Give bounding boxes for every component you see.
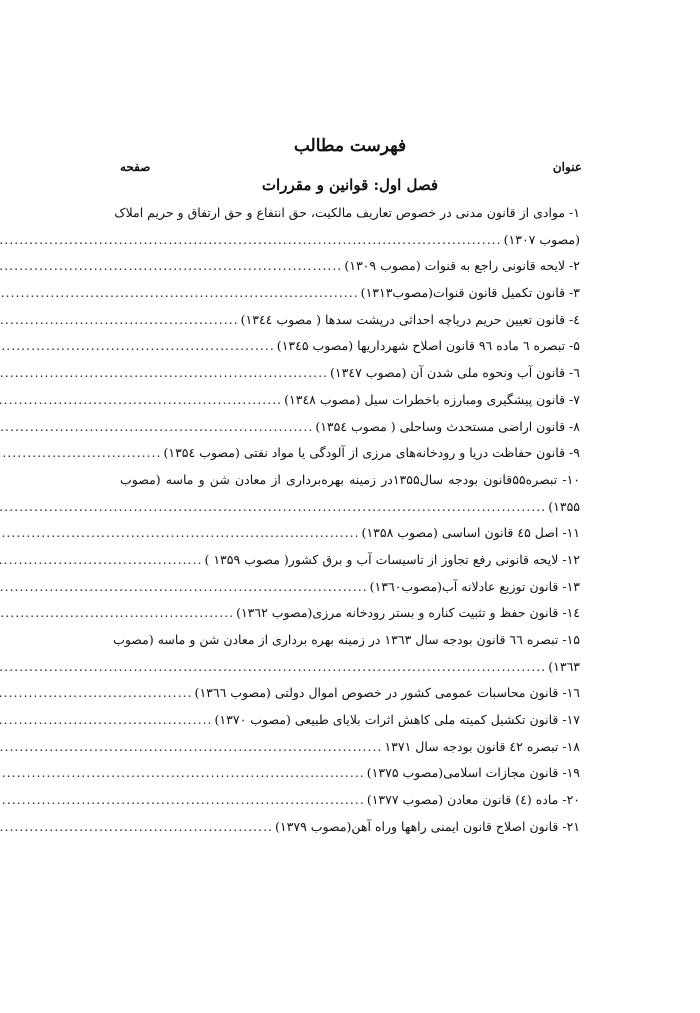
table-of-contents [113,200,580,841]
dot-leader [0,360,328,387]
dot-leader [0,707,213,734]
toc-entry-title: ۱۹- قانون مجازات اسلامی(مصوب ۱۳۷۵) [366,765,580,781]
dot-leader [0,600,234,627]
column-header-title: عنوان [552,160,582,174]
toc-entry [120,787,580,814]
toc-entry-title: ۷- قانون پیشگیری ومبارزه باخطرات سیل (مصوب ۱۳٤۸) [284,391,580,407]
toc-entry [114,200,580,227]
dot-leader [0,387,282,414]
toc-entry-title: ۲- لایحه قانونی راجع به قنوات (مصوب ۱۳۰۹) [344,258,580,274]
toc-entry [120,520,580,547]
toc-entry-title: ٦- قانون آب ونحوه ملی شدن آن (مصوب ۱۳٤۷) [330,365,580,381]
toc-entry-title: ۱۳٦۳) [548,658,580,674]
toc-entry-title: (مصوب ۱۳۰۷) [503,231,580,247]
toc-entry [120,387,580,414]
dot-leader [0,494,546,521]
toc-entry-title: ۱۳- قانون توزیع عادلانه آب(مصوب۱۳٦۰) [369,578,580,594]
toc-entry-title: ۲۰- ماده (٤) قانون معادن (مصوب ۱۳۷۷) [366,792,580,808]
toc-entry-title: ۱۳۵۵) [548,498,580,514]
column-header-page: صفحه [120,160,151,174]
toc-entry-title: ٤- قانون تعیین حریم دریاچه احداثی درپشت سدها ( مصوب ۱۳٤٤) [240,311,580,327]
dot-leader [0,574,368,601]
dot-leader [0,253,342,280]
dot-leader [0,547,202,574]
toc-entry [120,360,580,387]
chapter-heading: فصل اول: قوانین و مقررات [261,176,439,194]
dot-leader [0,734,382,761]
dot-leader [0,787,365,814]
toc-entry-title: ۸- قانون اراضی مستحدث وساحلی ( مصوب ۱۳۵٤) [315,418,580,434]
toc-entry-title: ۱۱- اصل ٤۵ قانون اساسی (مصوب ۱۳۵۸) [361,525,580,541]
toc-entry [120,227,580,254]
toc-entry-title: ۱٦- قانون محاسبات عمومی کشور در خصوص اموال دولتی (مصوب ۱۳٦٦) [194,685,580,701]
toc-entry-title: ۱- موادی از قانون مدنی در خصوص تعاریف مالکیت، حق انتفاع و حق ارتفاق و حریم املاک [114,205,580,220]
toc-entry [120,307,580,334]
dot-leader [0,280,359,307]
dot-leader [0,680,193,707]
toc-entry-title: ۱۸- تبصره ٤۲ قانون بودجه سال ۱۳۷۱ [384,738,580,754]
toc-entry [120,467,580,494]
toc-entry [120,547,580,574]
toc-entry [120,654,580,681]
toc-entry [120,760,580,787]
toc-entry [120,600,580,627]
dot-leader [0,414,313,441]
toc-entry-title: ۱٤- قانون حفظ و تثبیت کناره و بستر رودخانه مرزی(مصوب ۱۳٦۲) [236,605,580,621]
dot-leader [0,654,546,681]
toc-entry [120,440,580,467]
toc-entry [120,707,580,734]
toc-entry-title: ۱۷- قانون تکشیل کمیته ملی کاهش اثرات بلایای طبیعی (مصوب ۱۳۷۰) [214,712,580,728]
toc-entry [120,253,580,280]
toc-entry [120,333,580,360]
toc-entry-title: ۳- قانون تکمیل قانون قنوات(مصوب۱۳۱۳) [360,285,580,301]
dot-leader [0,307,239,334]
toc-entry [120,494,580,521]
toc-entry [113,627,580,654]
dot-leader [0,440,161,467]
toc-entry [120,814,580,841]
toc-entry-title: ۱۲- لایحه قانونی رفع تجاوز از تاسیسات آب و برق کشور( مصوب ۱۳۵۹ ) [204,551,580,567]
toc-entry [120,734,580,761]
dot-leader [0,760,365,787]
toc-entry [120,280,580,307]
dot-leader [0,227,502,254]
toc-entry-title: ۱۰- تبصره۵۵قانون بودجه سال۱۳۵۵در زمینه بهره‌برداری از معادن شن و ماسه (مصوب [120,471,580,487]
toc-entry [120,414,580,441]
toc-entry-title: ۱۵- تبصره ٦٦ قانون بودجه سال ۱۳٦۳ در زمینه بهره برداری از معادن شن و ماسه (مصوب [113,632,580,647]
toc-entry [120,574,580,601]
toc-entry-title: ۹- قانون حفاظت دریا و رودخانه‌های مرزی از آلودگی یا مواد نفتی (مصوب ۱۳۵٤) [163,445,580,461]
toc-entry [120,680,580,707]
toc-entry-title: ۵- تبصره ٦ ماده ٩٦ قانون اصلاح شهرداریها (مصوب ۱۳٤۵) [276,338,580,354]
dot-leader [0,333,275,360]
dot-leader [0,520,360,547]
page-title: فهرست مطالب [293,136,407,156]
dot-leader [0,814,273,841]
toc-entry-title: ۲۱- قانون اصلاح قانون ایمنی راهها وراه آهن(مصوب ۱۳۷۹) [275,818,580,834]
